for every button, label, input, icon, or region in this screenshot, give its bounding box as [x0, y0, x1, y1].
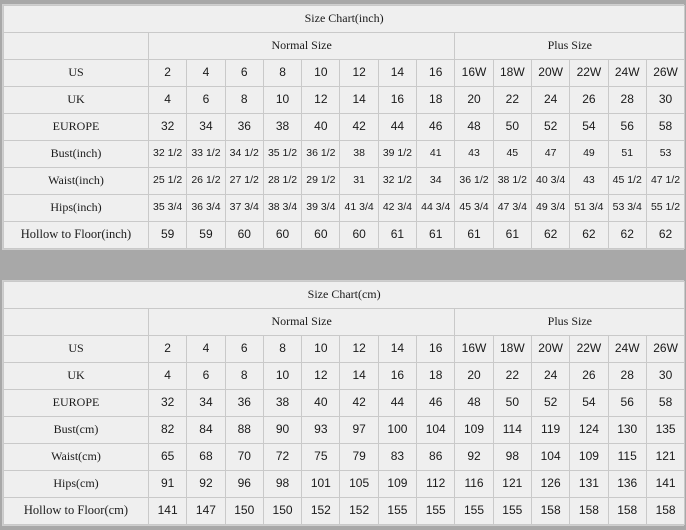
row-label: UK — [4, 87, 149, 114]
cell-value: 48 — [455, 390, 493, 417]
cell-value: 36 1/2 — [455, 168, 493, 195]
cell-value: 34 — [417, 168, 455, 195]
cell-value: 46 — [417, 114, 455, 141]
cell-value: 124 — [570, 417, 608, 444]
cell-value: 92 — [187, 471, 225, 498]
cell-value: 60 — [302, 222, 340, 249]
cell-value: 12 — [302, 87, 340, 114]
cell-value: 75 — [302, 444, 340, 471]
cell-value: 44 3/4 — [417, 195, 455, 222]
cell-value: 79 — [340, 444, 378, 471]
cell-value: 44 — [378, 114, 416, 141]
cell-value: 126 — [531, 471, 569, 498]
cell-value: 155 — [417, 498, 455, 525]
cell-value: 20W — [531, 60, 569, 87]
cell-value: 16 — [378, 87, 416, 114]
cell-value: 27 1/2 — [225, 168, 263, 195]
cell-value: 6 — [225, 336, 263, 363]
cell-value: 47 3/4 — [493, 195, 531, 222]
cell-value: 53 — [646, 141, 684, 168]
cell-value: 26 — [570, 363, 608, 390]
cell-value: 8 — [225, 87, 263, 114]
cell-value: 62 — [608, 222, 646, 249]
cell-value: 135 — [646, 417, 684, 444]
cell-value: 38 3/4 — [263, 195, 301, 222]
table-row — [4, 222, 685, 249]
cell-value: 60 — [263, 222, 301, 249]
cell-value: 10 — [263, 363, 301, 390]
cell-value: 121 — [646, 444, 684, 471]
cell-value: 90 — [263, 417, 301, 444]
row-label: Bust(inch) — [4, 141, 149, 168]
cell-value: 32 — [149, 114, 187, 141]
cell-value: 49 3/4 — [531, 195, 569, 222]
cell-value: 50 — [493, 114, 531, 141]
cell-value: 155 — [455, 498, 493, 525]
table-row — [4, 471, 685, 498]
group-header-plus: Plus Size — [455, 309, 685, 336]
cell-value: 26 1/2 — [187, 168, 225, 195]
cell-value: 100 — [378, 417, 416, 444]
cell-value: 30 — [646, 363, 684, 390]
cell-value: 24 — [531, 87, 569, 114]
cell-value: 41 3/4 — [340, 195, 378, 222]
cell-value: 158 — [646, 498, 684, 525]
cell-value: 10 — [302, 60, 340, 87]
table-row — [4, 444, 685, 471]
row-label: Hips(inch) — [4, 195, 149, 222]
cell-value: 61 — [378, 222, 416, 249]
cell-value: 37 3/4 — [225, 195, 263, 222]
cell-value: 36 1/2 — [302, 141, 340, 168]
cell-value: 38 — [263, 114, 301, 141]
table-row — [4, 141, 685, 168]
cell-value: 158 — [531, 498, 569, 525]
cell-value: 114 — [493, 417, 531, 444]
cell-value: 6 — [225, 60, 263, 87]
cell-value: 105 — [340, 471, 378, 498]
cell-value: 32 1/2 — [149, 141, 187, 168]
cell-value: 42 — [340, 390, 378, 417]
cell-value: 14 — [378, 336, 416, 363]
cell-value: 109 — [570, 444, 608, 471]
cell-value: 42 3/4 — [378, 195, 416, 222]
cell-value: 115 — [608, 444, 646, 471]
row-label: Hollow to Floor(inch) — [4, 222, 149, 249]
cell-value: 48 — [455, 114, 493, 141]
cell-value: 91 — [149, 471, 187, 498]
cell-value: 8 — [225, 363, 263, 390]
cell-value: 58 — [646, 390, 684, 417]
cell-value: 150 — [225, 498, 263, 525]
row-label: Hips(cm) — [4, 471, 149, 498]
cell-value: 16 — [378, 363, 416, 390]
cell-value: 16 — [417, 336, 455, 363]
cell-value: 18W — [493, 336, 531, 363]
cell-value: 30 — [646, 87, 684, 114]
group-header-normal: Normal Size — [149, 33, 455, 60]
size-chart-cm-table — [3, 281, 685, 525]
size-chart-inch — [2, 4, 684, 250]
page-title-cm: Size Chart(cm) — [4, 282, 685, 309]
cell-value: 61 — [493, 222, 531, 249]
group-header-row — [4, 33, 685, 60]
cell-value: 18 — [417, 363, 455, 390]
cell-value: 54 — [570, 390, 608, 417]
cell-value: 22W — [570, 336, 608, 363]
cell-value: 24W — [608, 60, 646, 87]
row-label: Hollow to Floor(cm) — [4, 498, 149, 525]
cell-value: 93 — [302, 417, 340, 444]
cell-value: 14 — [378, 60, 416, 87]
corner-cell — [4, 33, 149, 60]
cell-value: 141 — [646, 471, 684, 498]
cell-value: 86 — [417, 444, 455, 471]
row-label: US — [4, 336, 149, 363]
cell-value: 4 — [149, 363, 187, 390]
cell-value: 26W — [646, 336, 684, 363]
cell-value: 158 — [570, 498, 608, 525]
cell-value: 32 1/2 — [378, 168, 416, 195]
cell-value: 49 — [570, 141, 608, 168]
cell-value: 121 — [493, 471, 531, 498]
cell-value: 72 — [263, 444, 301, 471]
size-chart-cm — [2, 280, 684, 526]
cell-value: 59 — [149, 222, 187, 249]
cell-value: 8 — [263, 60, 301, 87]
row-label: Waist(cm) — [4, 444, 149, 471]
cell-value: 92 — [455, 444, 493, 471]
cell-value: 62 — [646, 222, 684, 249]
cell-value: 98 — [263, 471, 301, 498]
cell-value: 83 — [378, 444, 416, 471]
cell-value: 26 — [570, 87, 608, 114]
cell-value: 155 — [493, 498, 531, 525]
cell-value: 12 — [340, 336, 378, 363]
cell-value: 36 — [225, 114, 263, 141]
table-row — [4, 336, 685, 363]
cell-value: 98 — [493, 444, 531, 471]
cell-value: 96 — [225, 471, 263, 498]
cell-value: 12 — [302, 363, 340, 390]
table-row — [4, 87, 685, 114]
cell-value: 38 — [340, 141, 378, 168]
cell-value: 4 — [149, 87, 187, 114]
cell-value: 39 1/2 — [378, 141, 416, 168]
cell-value: 40 3/4 — [531, 168, 569, 195]
cell-value: 131 — [570, 471, 608, 498]
cell-value: 62 — [531, 222, 569, 249]
table-row — [4, 60, 685, 87]
cell-value: 16W — [455, 60, 493, 87]
row-label: EUROPE — [4, 114, 149, 141]
page-title-inch: Size Chart(inch) — [4, 6, 685, 33]
cell-value: 116 — [455, 471, 493, 498]
cell-value: 68 — [187, 444, 225, 471]
size-chart-inch-table — [3, 5, 685, 249]
table-row — [4, 390, 685, 417]
cell-value: 2 — [149, 60, 187, 87]
table-row — [4, 114, 685, 141]
cell-value: 45 — [493, 141, 531, 168]
cell-value: 141 — [149, 498, 187, 525]
cell-value: 65 — [149, 444, 187, 471]
cell-value: 47 — [531, 141, 569, 168]
cell-value: 16W — [455, 336, 493, 363]
cell-value: 152 — [340, 498, 378, 525]
cell-value: 51 — [608, 141, 646, 168]
cell-value: 58 — [646, 114, 684, 141]
cell-value: 88 — [225, 417, 263, 444]
group-header-row — [4, 309, 685, 336]
cell-value: 28 1/2 — [263, 168, 301, 195]
row-label: Waist(inch) — [4, 168, 149, 195]
cell-value: 150 — [263, 498, 301, 525]
cell-value: 20 — [455, 363, 493, 390]
cell-value: 39 3/4 — [302, 195, 340, 222]
row-label: UK — [4, 363, 149, 390]
cell-value: 43 — [455, 141, 493, 168]
cell-value: 25 1/2 — [149, 168, 187, 195]
cell-value: 147 — [187, 498, 225, 525]
cell-value: 22 — [493, 363, 531, 390]
cell-value: 44 — [378, 390, 416, 417]
cell-value: 112 — [417, 471, 455, 498]
chart-title-row — [4, 6, 685, 33]
cell-value: 6 — [187, 87, 225, 114]
cell-value: 20W — [531, 336, 569, 363]
cell-value: 43 — [570, 168, 608, 195]
cell-value: 34 — [187, 390, 225, 417]
cell-value: 152 — [302, 498, 340, 525]
cell-value: 56 — [608, 390, 646, 417]
cell-value: 130 — [608, 417, 646, 444]
chart-title-row — [4, 282, 685, 309]
cell-value: 61 — [417, 222, 455, 249]
cell-value: 14 — [340, 363, 378, 390]
cell-value: 38 — [263, 390, 301, 417]
cell-value: 20 — [455, 87, 493, 114]
cell-value: 61 — [455, 222, 493, 249]
cell-value: 60 — [225, 222, 263, 249]
cell-value: 53 3/4 — [608, 195, 646, 222]
chart-divider — [2, 262, 684, 268]
cell-value: 60 — [340, 222, 378, 249]
cell-value: 35 3/4 — [149, 195, 187, 222]
corner-cell — [4, 309, 149, 336]
cell-value: 109 — [378, 471, 416, 498]
cell-value: 28 — [608, 363, 646, 390]
cell-value: 84 — [187, 417, 225, 444]
cell-value: 31 — [340, 168, 378, 195]
cell-value: 4 — [187, 336, 225, 363]
cell-value: 50 — [493, 390, 531, 417]
cell-value: 22 — [493, 87, 531, 114]
table-row — [4, 195, 685, 222]
cell-value: 28 — [608, 87, 646, 114]
cell-value: 104 — [531, 444, 569, 471]
cell-value: 56 — [608, 114, 646, 141]
cell-value: 36 3/4 — [187, 195, 225, 222]
cell-value: 136 — [608, 471, 646, 498]
cell-value: 52 — [531, 390, 569, 417]
cell-value: 22W — [570, 60, 608, 87]
cell-value: 18 — [417, 87, 455, 114]
cell-value: 32 — [149, 390, 187, 417]
row-label: EUROPE — [4, 390, 149, 417]
cell-value: 12 — [340, 60, 378, 87]
table-row — [4, 363, 685, 390]
cell-value: 109 — [455, 417, 493, 444]
cell-value: 47 1/2 — [646, 168, 684, 195]
cell-value: 33 1/2 — [187, 141, 225, 168]
cell-value: 41 — [417, 141, 455, 168]
cell-value: 51 3/4 — [570, 195, 608, 222]
cell-value: 38 1/2 — [493, 168, 531, 195]
cell-value: 40 — [302, 114, 340, 141]
cell-value: 2 — [149, 336, 187, 363]
group-header-normal: Normal Size — [149, 309, 455, 336]
table-row — [4, 498, 685, 525]
cell-value: 10 — [302, 336, 340, 363]
cell-value: 97 — [340, 417, 378, 444]
table-row — [4, 417, 685, 444]
cell-value: 119 — [531, 417, 569, 444]
row-label: US — [4, 60, 149, 87]
cell-value: 34 — [187, 114, 225, 141]
cell-value: 42 — [340, 114, 378, 141]
table-row — [4, 168, 685, 195]
cell-value: 40 — [302, 390, 340, 417]
cell-value: 24W — [608, 336, 646, 363]
cell-value: 18W — [493, 60, 531, 87]
cell-value: 14 — [340, 87, 378, 114]
row-label: Bust(cm) — [4, 417, 149, 444]
cell-value: 59 — [187, 222, 225, 249]
group-header-plus: Plus Size — [455, 33, 685, 60]
cell-value: 35 1/2 — [263, 141, 301, 168]
cell-value: 155 — [378, 498, 416, 525]
cell-value: 26W — [646, 60, 684, 87]
cell-value: 34 1/2 — [225, 141, 263, 168]
cell-value: 45 1/2 — [608, 168, 646, 195]
cell-value: 104 — [417, 417, 455, 444]
cell-value: 8 — [263, 336, 301, 363]
cell-value: 52 — [531, 114, 569, 141]
cell-value: 29 1/2 — [302, 168, 340, 195]
cell-value: 16 — [417, 60, 455, 87]
cell-value: 46 — [417, 390, 455, 417]
cell-value: 4 — [187, 60, 225, 87]
cell-value: 10 — [263, 87, 301, 114]
cell-value: 158 — [608, 498, 646, 525]
cell-value: 70 — [225, 444, 263, 471]
cell-value: 82 — [149, 417, 187, 444]
cell-value: 101 — [302, 471, 340, 498]
cell-value: 62 — [570, 222, 608, 249]
cell-value: 54 — [570, 114, 608, 141]
cell-value: 36 — [225, 390, 263, 417]
cell-value: 45 3/4 — [455, 195, 493, 222]
cell-value: 24 — [531, 363, 569, 390]
cell-value: 6 — [187, 363, 225, 390]
cell-value: 55 1/2 — [646, 195, 684, 222]
